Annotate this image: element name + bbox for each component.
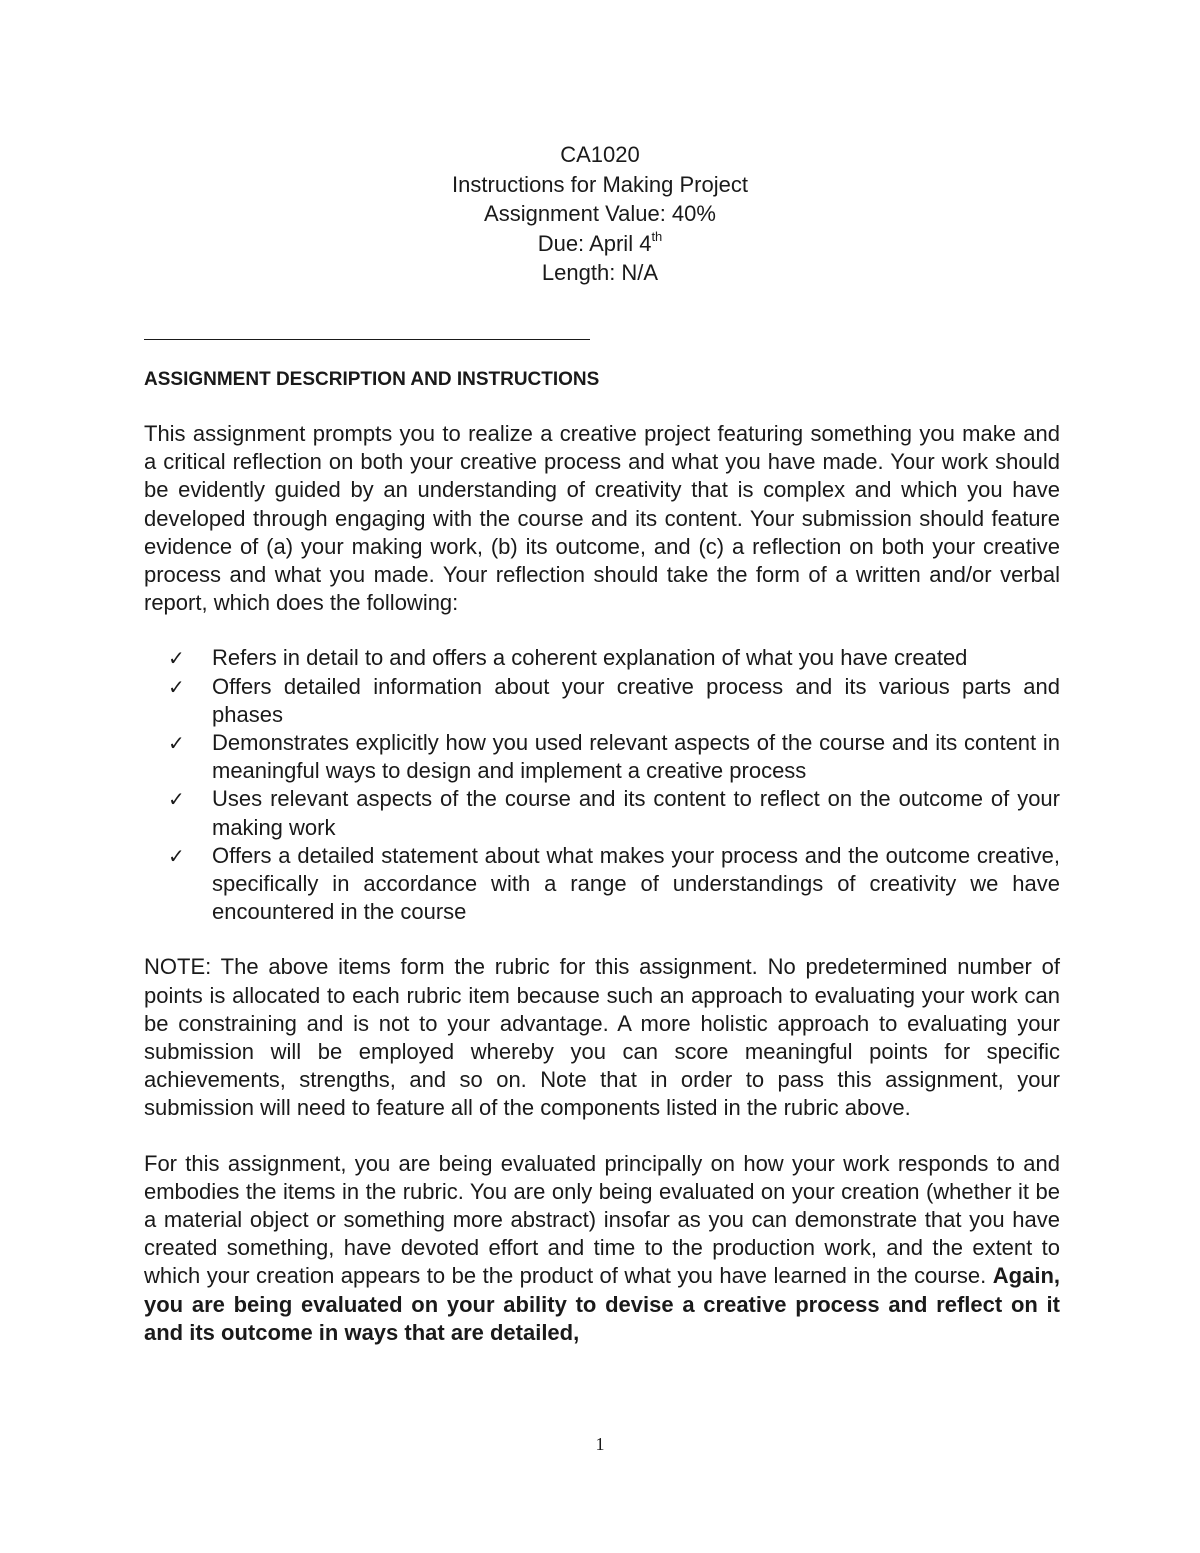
due-date-suffix: th [651,229,663,245]
checkmark-icon: ✓ [168,787,185,812]
rubric-item [144,785,1060,841]
rubric-item-text: Offers a detailed statement about what makes your process and the outcome creative, specifically in accordance with a range of understandings of creativity we have encountered in the course [212,842,1060,925]
rubric-item [144,729,1060,785]
rubric-item-text: Offers detailed information about your creative process and its various parts and phases [212,673,1060,727]
document-body [144,366,1060,1374]
rubric-item-text: Uses relevant aspects of the course and its content to reflect on the outcome of your making work [212,786,1060,840]
checkmark-icon: ✓ [168,843,185,868]
assignment-length: Length: N/A [541,260,659,285]
checkmark-icon: ✓ [168,674,185,699]
rubric-item-text: Demonstrates explicitly how you used relevant aspects of the course and its content in meaningful ways to design and implement a creative process [212,730,1060,784]
due-date-text: Due: April 4 [537,230,652,256]
checkmark-icon: ✓ [168,646,185,671]
course-code: CA1020 [560,142,640,167]
checkmark-icon: ✓ [168,731,185,756]
header-divider [144,339,590,340]
rubric-item [144,644,1060,672]
due-date [0,229,1200,259]
rubric-list [144,644,1060,926]
document-title: Instructions for Making Project [452,171,748,197]
intro-paragraph: This assignment prompts you to realize a creative project featuring something you make and a critical reflection on both your creative process and what you have made. Your work should be evidently guided by an understanding of creativity that is complex and which you have developed through engaging with the course and its content. Your submission should feature evidence of (a) your making work, (b) its outcome, and (c) a reflection on both your creative process and what you made. Your reflection should take the form of a written and/or verbal report, which does the following: [144,421,1060,616]
document-header [0,140,1200,288]
evaluation-paragraph [144,1150,1060,1347]
evaluation-text: For this assignment, you are being evaluated principally on how your work responds to and embodies the items in the rubric. You are only being evaluated on your creation (whether it be a material object or something more abstract) insofar as you can demonstrate that you have created something, have devoted effort and time to the production work, and the extent to which your creation appears to be the product of what you have learned in the course. [144,1150,1060,1289]
note-paragraph: NOTE: The above items form the rubric for this assignment. No predetermined number of points is allocated to each rubric item because such an approach to evaluating your work can be constraining and is not to your advantage. A more holistic approach to evaluating your submission will be employed whereby you can score meaningful points for specific achievements, strengths, and so on. Note that in order to pass this assignment, your submission will need to feature all of the components listed in the rubric above. [144,954,1060,1121]
assignment-value: Assignment Value: 40% [484,201,716,226]
page-number: 1 [595,1434,605,1454]
rubric-item [144,673,1060,729]
rubric-item-text: Refers in detail to and offers a coherent explanation of what you have created [212,645,968,671]
section-heading: ASSIGNMENT DESCRIPTION AND INSTRUCTIONS [144,369,600,390]
evaluation-emphasis: Again, you are being evaluated on your ability to devise a creative process and reflect on it and its outcome in ways that are detailed, [144,1263,1060,1345]
rubric-item [144,842,1060,927]
